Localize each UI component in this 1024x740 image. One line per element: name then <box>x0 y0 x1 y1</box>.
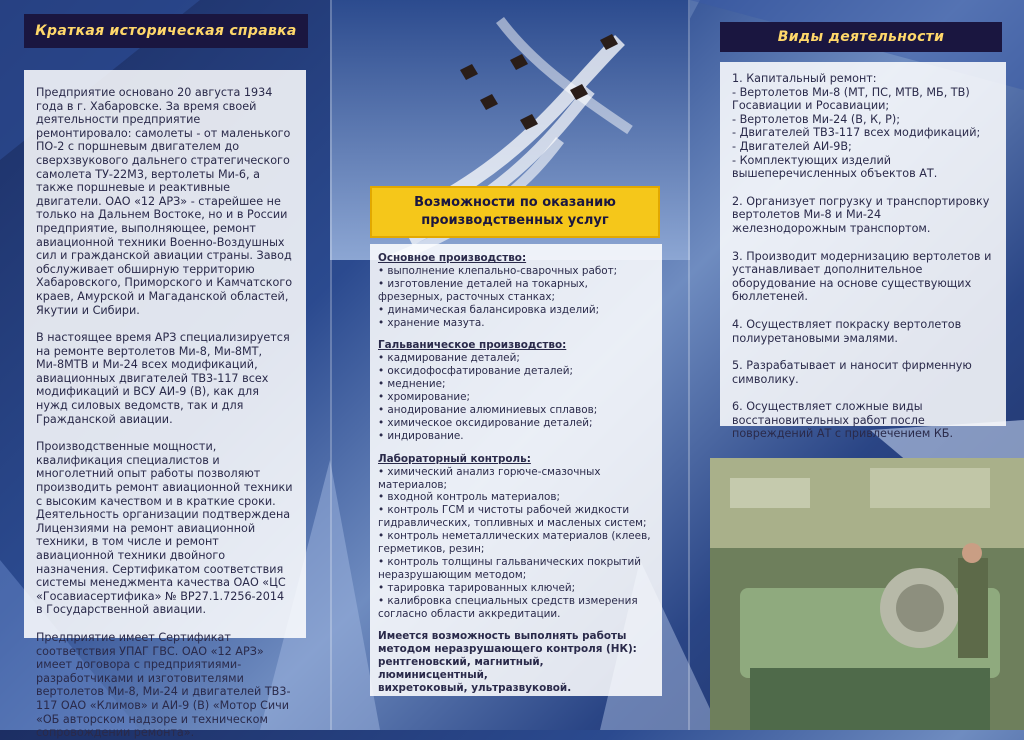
activity-item: 6. Осуществляет сложные виды восстановительных работ после повреждений АТ с привлечением КБ. <box>732 400 954 441</box>
list-item: • контроль толщины гальванических покрытий неразрушающим методом; <box>378 555 641 581</box>
list-item: • меднение; <box>378 378 446 391</box>
section-lab-control <box>378 453 654 621</box>
list-item: • выполнение клепально-сварочных работ; <box>378 264 618 277</box>
list-item: • хромирование; <box>378 391 471 404</box>
ndt-line: Имеется возможность выполнять работы <box>378 630 627 643</box>
left-title-bar <box>24 14 308 48</box>
list-item: • калибровка специальных средств измерения согласно области аккредитации. <box>378 594 638 620</box>
ndt-line: рентгеновский, магнитный, люминисцентный, <box>378 656 544 682</box>
list-item: • оксидофосфатирование деталей; <box>378 365 574 378</box>
fold-line-left <box>330 0 332 730</box>
history-paragraph: Предприятие имеет Сертификат соответствия УПАГ ГВС. ОАО «12 АРЗ» имеет договора с предприятиями-разработчиками и изготовителями вертолетов Ми-8, Ми-24 и двигателей ТВ3-117 ОАО «Климов» и АИ-9 (В) «Мотор Сичи «ОБ авторском надзоре и техническом сопровождении ремонта». <box>36 630 291 740</box>
list-item: • динамическая балансировка изделий; <box>378 303 600 316</box>
section-heading: Лабораторный контроль: <box>378 452 531 465</box>
section-main-production <box>378 252 654 329</box>
factory-photo <box>710 458 1024 730</box>
services-title-line1: Возможности по оказанию <box>414 195 616 210</box>
list-item: • химическое оксидирование деталей; <box>378 416 593 429</box>
history-paragraph: В настоящее время АРЗ специализируется на ремонте вертолетов Ми-8, Ми-8МТ, Ми-8МТВ и Ми-24 всех модификаций, авиационных двигателей ТВ3-117 всех модификаций и ВСУ АИ-9 (В), как для нужд силовых ведомств, так и для Гражданской авиации. <box>36 331 290 426</box>
list-item: • индирование. <box>378 429 464 442</box>
left-title: Краткая историческая справка <box>35 23 297 39</box>
fold-line-right <box>688 0 690 730</box>
ndt-line: методом неразрушающего контроля (НК): <box>378 643 637 656</box>
activities-panel <box>720 62 1006 441</box>
activity-item: 2. Организует погрузку и транспортировку вертолетов Ми-8 и Ми-24 железнодорожным транспортом. <box>732 194 990 235</box>
activity-item: 3. Производит модернизацию вертолетов и устанавливает дополнительное оборудование на основе существующих бюллетеней. <box>732 249 992 304</box>
activity-item: 1. Капитальный ремонт: - Вертолетов Ми-8 (МТ, ПС, МТВ, МБ, ТВ) Госавиации и Росавиации; - Вертолетов Ми-24 (В, К, Р); - Двигателей ТВ3-117 всех модификаций; - Двигателей АИ-9В; - Комплектующих изделий вышеперечисленных объектов АТ. <box>732 72 981 181</box>
history-panel <box>24 70 306 740</box>
activity-item: 5. Разрабатывает и наносит фирменную символику. <box>732 359 972 386</box>
right-title-bar <box>720 22 1002 52</box>
history-paragraph: Предприятие основано 20 августа 1934 года в г. Хабаровске. За время своей деятельности предприятие ремонтировало: самолеты - от маленького ПО-2 с поршневым двигателем до сверхзвукового дальнего стратегического самолета ТУ-22М3, вертолеты Ми-6, а также поршневые и реактивные двигатели. ОАО «12 АРЗ» - старейшее не только на Дальнем Востоке, но и в России предприятие, выполняющее, ремонт авиационной техники Военно-Воздушных сил и гражданской авиации страны. Завод обслуживает обширную территорию Хабаровского, Приморского и Камчатского краев, Амурской и Магаданской областей, Якутии и Сибири. <box>36 86 293 317</box>
services-title-line2: производственных услуг <box>421 213 609 228</box>
list-item: • контроль ГСМ и чистоты рабочей жидкости гидравлических, топливных и масленых систем; <box>378 504 647 530</box>
list-item: • анодирование алюминиевых сплавов; <box>378 403 598 416</box>
ndt-line: вихретоковый, ультразвуковой. <box>378 682 572 695</box>
section-galvanic <box>378 339 654 442</box>
list-item: • входной контроль материалов; <box>378 491 560 504</box>
right-title: Виды деятельности <box>777 29 945 45</box>
services-title-box <box>370 186 660 238</box>
history-paragraph: Производственные мощности, квалификация специалистов и многолетний опыт работы позволяют производить ремонт авиационной техники с высоким качеством и в краткие сроки. Деятельность организации подтверждена Лицензиями на ремонт авиационной техники, в том числе и ремонт авиационной техники двойного назначения. Сертификатом соответствия системы менеджмента качества ОАО «ЦС «Госавиасертифика» № ВР27.1.7256-2014 в Государственной авиации. <box>36 440 293 617</box>
list-item: • кадмирование деталей; <box>378 352 520 365</box>
list-item: • изготовление деталей на токарных, фрезерных, расточных станках; <box>378 277 588 303</box>
list-item: • контроль неметаллических материалов (клеев, герметиков, резин; <box>378 530 651 556</box>
list-item: • тарировка тарированных ключей; <box>378 581 576 594</box>
section-heading: Гальваническое производство: <box>378 339 567 352</box>
section-heading: Основное производство: <box>378 252 527 264</box>
activity-item: 4. Осуществляет покраску вертолетов полиуретановыми эмалями. <box>732 317 962 345</box>
list-item: • химический анализ горюче-смазочных материалов; <box>378 465 601 491</box>
list-item: • хранение мазута. <box>378 316 485 329</box>
services-panel <box>370 244 662 696</box>
ndt-block <box>378 630 654 695</box>
